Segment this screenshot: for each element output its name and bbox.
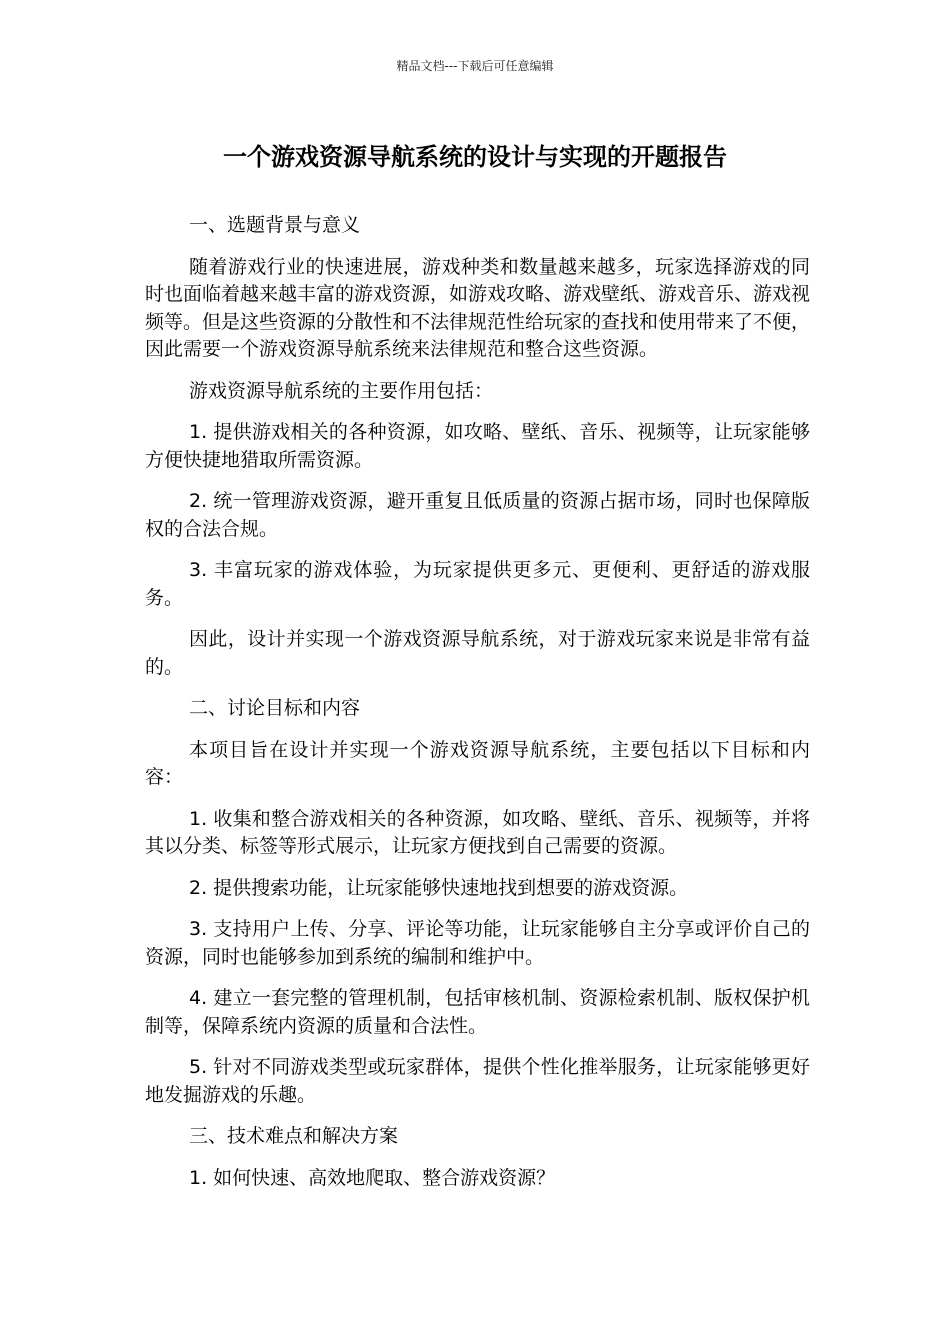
list-item-function-3: 3. 丰富玩家的游戏体验，为玩家提供更多元、更便利、更舒适的游戏服务。 — [145, 559, 810, 609]
list-item-technical-1: 1. 如何快速、高效地爬取、整合游戏资源？ — [189, 1166, 556, 1189]
paragraph-goals-intro: 本项目旨在设计并实现一个游戏资源导航系统，主要包括以下目标和内容： — [145, 738, 810, 788]
paragraph-conclusion: 因此，设计并实现一个游戏资源导航系统，对于游戏玩家来说是非常有益的。 — [145, 628, 810, 678]
list-item-goal-2: 2. 提供搜索功能，让玩家能够快速地找到想要的游戏资源。 — [189, 876, 689, 899]
list-item-goal-1: 1. 收集和整合游戏相关的各种资源，如攻略、壁纸、音乐、视频等，并将其以分类、标签等形式展示，让玩家方便找到自己需要的资源。 — [145, 807, 810, 857]
list-item-goal-5: 5. 针对不同游戏类型或玩家群体，提供个性化推举服务，让玩家能够更好地发掘游戏的乐趣。 — [145, 1056, 810, 1106]
paragraph-functions-intro: 游戏资源导航系统的主要作用包括： — [189, 379, 494, 402]
list-item-goal-3: 3. 支持用户上传、分享、评论等功能，让玩家能够自主分享或评价自己的资源，同时也能够参加到系统的编制和维护中。 — [145, 918, 810, 968]
section-heading-technical: 三、技术难点和解决方案 — [189, 1125, 399, 1147]
section-heading-background: 一、选题背景与意义 — [189, 214, 361, 236]
section-heading-goals: 二、讨论目标和内容 — [189, 697, 361, 719]
list-item-function-2: 2. 统一管理游戏资源，避开重复且低质量的资源占据市场，同时也保障版权的合法合规。 — [145, 490, 810, 540]
document-body — [145, 212, 810, 1206]
list-item-goal-4: 4. 建立一套完整的管理机制，包括审核机制、资源检索机制、版权保护机制等，保障系统内资源的质量和合法性。 — [145, 987, 810, 1037]
document-title: 一个游戏资源导航系统的设计与实现的开题报告 — [223, 143, 727, 171]
header-note: 精品文档---下载后可任意编辑 — [396, 59, 554, 73]
paragraph-background: 随着游戏行业的快速进展，游戏种类和数量越来越多，玩家选择游戏的同时也面临着越来越丰富的游戏资源，如游戏攻略、游戏壁纸、游戏音乐、游戏视频等。但是这些资源的分散性和不法律规范性给玩家的查找和使用带来了不便，因此需要一个游戏资源导航系统来法律规范和整合这些资源。 — [145, 255, 811, 360]
list-item-function-1: 1. 提供游戏相关的各种资源，如攻略、壁纸、音乐、视频等，让玩家能够方便快捷地猎取所需资源。 — [145, 421, 810, 471]
